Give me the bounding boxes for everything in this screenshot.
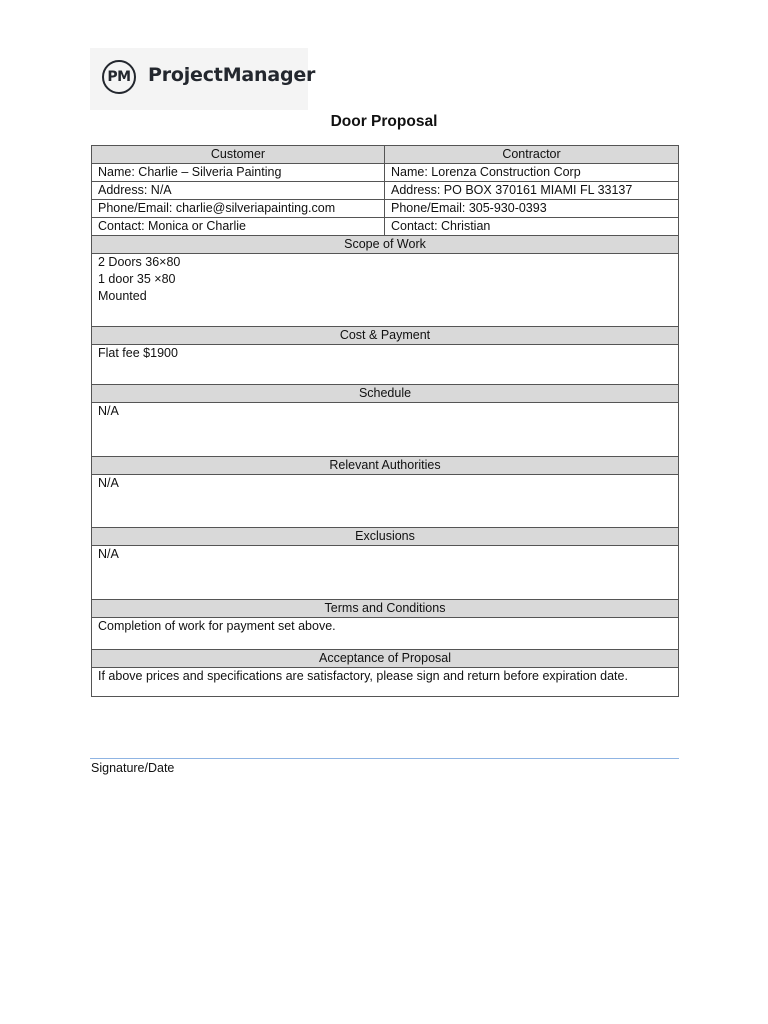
- scope-line: 2 Doors 36×80: [98, 255, 181, 269]
- logo-wordmark: ProjectManager: [148, 64, 316, 86]
- cost-payment-content: Flat fee $1900: [92, 345, 679, 385]
- scope-of-work-heading: Scope of Work: [92, 236, 679, 254]
- exclusions-content: N/A: [92, 546, 679, 600]
- scope-line: 1 door 35 ×80: [98, 272, 176, 286]
- table-row: [92, 182, 679, 200]
- terms-conditions-heading: Terms and Conditions: [92, 600, 679, 618]
- exclusions-heading: Exclusions: [92, 528, 679, 546]
- relevant-authorities-content: N/A: [92, 475, 679, 528]
- document-title: Door Proposal: [330, 113, 438, 130]
- table-row: [92, 218, 679, 236]
- schedule-content: N/A: [92, 403, 679, 457]
- acceptance-content: If above prices and specifications are satisfactory, please sign and return before expiration date.: [92, 668, 679, 697]
- schedule-heading: Schedule: [92, 385, 679, 403]
- acceptance-heading: Acceptance of Proposal: [92, 650, 679, 668]
- scope-of-work-content: [92, 254, 679, 327]
- customer-phone-email: Phone/Email: charlie@silveriapainting.com: [92, 200, 385, 218]
- contractor-address: Address: PO BOX 370161 MIAMI FL 33137: [385, 182, 679, 200]
- contractor-phone-email: Phone/Email: 305-930-0393: [385, 200, 679, 218]
- signature-date-label: Signature/Date: [91, 761, 175, 775]
- terms-conditions-content: Completion of work for payment set above.: [92, 618, 679, 650]
- contractor-header: Contractor: [385, 146, 679, 164]
- pm-logo-icon: PM: [102, 60, 136, 94]
- contractor-name: Name: Lorenza Construction Corp: [385, 164, 679, 182]
- cost-payment-heading: Cost & Payment: [92, 327, 679, 345]
- table-row: [92, 200, 679, 218]
- parties-header-row: [92, 146, 679, 164]
- customer-contact: Contact: Monica or Charlie: [92, 218, 385, 236]
- table-row: [92, 164, 679, 182]
- scope-line: Mounted: [98, 289, 147, 303]
- customer-header: Customer: [92, 146, 385, 164]
- customer-name: Name: Charlie – Silveria Painting: [92, 164, 385, 182]
- proposal-form-table: [91, 145, 679, 697]
- relevant-authorities-heading: Relevant Authorities: [92, 457, 679, 475]
- customer-address: Address: N/A: [92, 182, 385, 200]
- projectmanager-logo: [90, 48, 316, 110]
- contractor-contact: Contact: Christian: [385, 218, 679, 236]
- signature-line[interactable]: [90, 758, 679, 759]
